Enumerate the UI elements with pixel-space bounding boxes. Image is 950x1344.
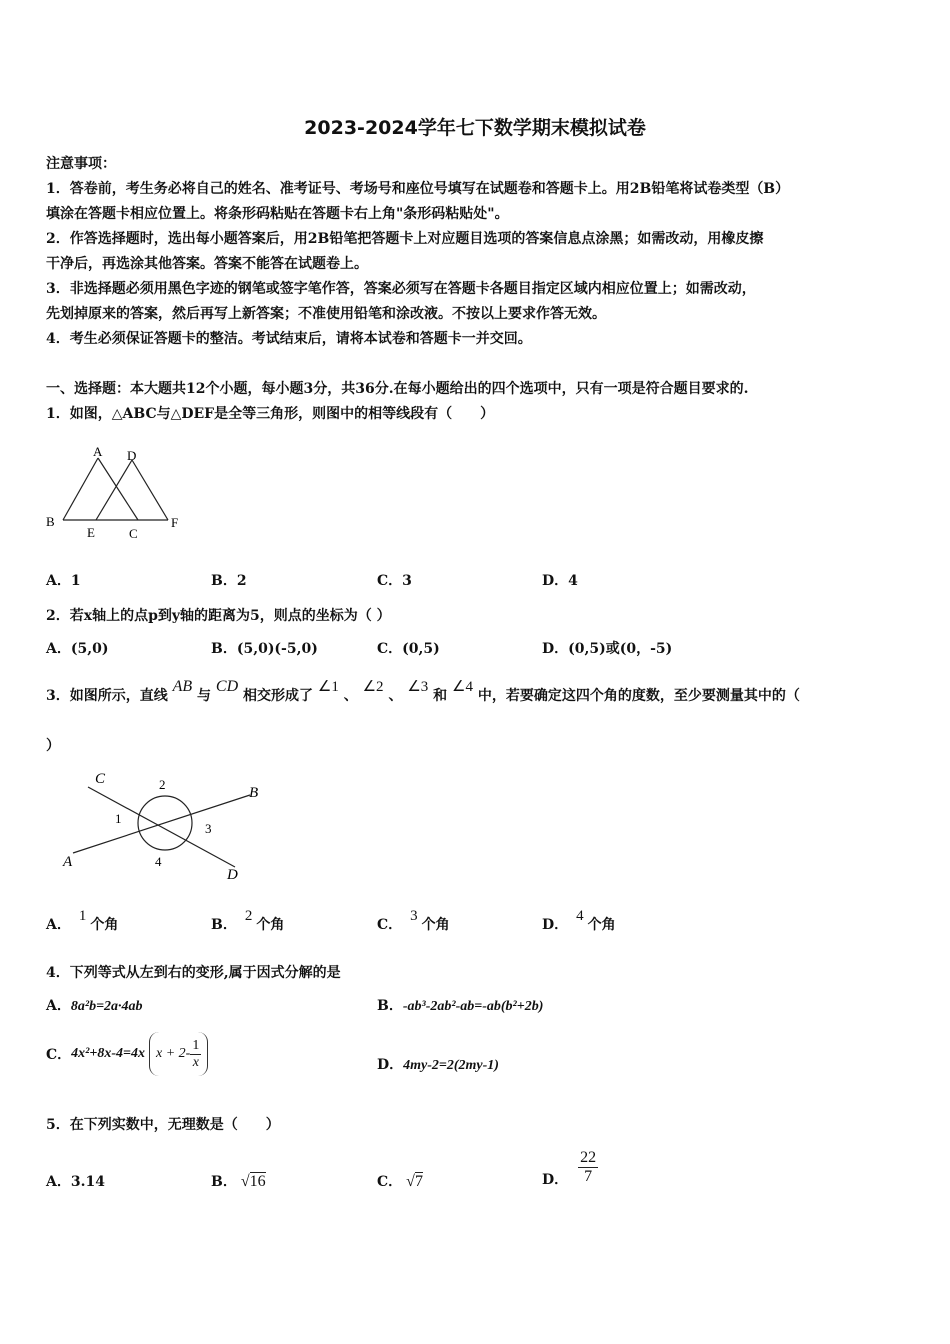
q3-angle-4: ∠4 <box>452 679 473 695</box>
q3-line-cd-drawn <box>88 787 235 867</box>
note-3a: 3．非选择题必须用黑色字迹的钢笔或签字笔作答，答案必须写在答题卡各题目指定区域内相应位置上；如需改动， <box>46 281 756 297</box>
q5-stem: 5．在下列实数中，无理数是（ ） <box>46 1117 280 1133</box>
q5-option-c: C． √7 <box>377 1173 423 1190</box>
q4-option-d: D．4my-2=2(2my-1) <box>377 1057 499 1073</box>
q4-option-b: B．-ab³-2ab²-ab=-ab(b²+2b) <box>377 998 544 1014</box>
q4-option-c-fraction: $\frac{1}{x}$ <box>192 1037 200 1070</box>
q3-label-C: C <box>95 771 106 787</box>
q3-stem <box>46 678 800 705</box>
q3-line-ab: AB <box>172 678 193 695</box>
q1-label-E: E <box>87 525 95 540</box>
sqrt-icon: √ <box>240 1173 250 1190</box>
note-2b: 干净后，再选涂其他答案。答案不能答在试题卷上。 <box>46 256 368 272</box>
q3-angle-1: ∠1 <box>317 679 339 695</box>
q1-label-D: D <box>127 448 137 463</box>
q3-label-A: A <box>63 854 73 870</box>
sqrt-icon: √ <box>406 1173 415 1190</box>
q1-option-a: A．1 <box>46 573 81 589</box>
q4-option-c-paren: x + 2- $\frac{1}{x}$ <box>149 1032 208 1076</box>
q3-sep-1: 、 <box>343 688 358 704</box>
q1-stem: 1．如图，△ABC与△DEF是全等三角形，则图中的相等线段有（ ） <box>46 406 495 422</box>
q3-text-3: 相交形成了 <box>243 688 314 704</box>
q5-option-d: D． $\frac{22}{7}$ <box>542 1148 597 1188</box>
q3-text-1: 3．如图所示，直线 <box>46 688 168 704</box>
q3-option-b: B．2个角 <box>211 908 285 933</box>
q5-option-b: B． √16 <box>211 1173 266 1190</box>
q1-option-b: B．2 <box>211 573 247 589</box>
q5-option-d-fraction: $\frac{22}{7}$ <box>580 1148 597 1185</box>
q3-option-d: D．4个角 <box>542 908 616 933</box>
q1-figure <box>40 440 190 545</box>
section-heading: 一、选择题：本大题共12个小题，每小题3分，共36分.在每小题给出的四个选项中，只有一项是符合题目要求的. <box>46 381 749 397</box>
q3-option-c: C．3个角 <box>377 908 450 933</box>
q5-option-a: A．3.14 <box>46 1174 105 1190</box>
q2-option-d: D．(0,5)或(0，-5) <box>542 641 673 657</box>
q3-line-ab-drawn <box>73 795 250 853</box>
q1-label-C: C <box>129 526 138 541</box>
q1-label-A: A <box>93 444 103 459</box>
q3-label-4: 4 <box>155 854 162 869</box>
q4-stem: 4．下列等式从左到右的变形,属于因式分解的是 <box>46 965 341 981</box>
q1-side-BA <box>63 458 98 520</box>
q2-option-c: C．(0,5) <box>377 641 440 657</box>
q1-option-d: D．4 <box>542 573 578 589</box>
q4-option-c: C． 4x²+8x-4=4x x + 2- $\frac{1}{x}$ <box>46 1032 208 1076</box>
q3-sep-2: 、 <box>388 688 403 704</box>
q3-label-B: B <box>249 785 259 801</box>
q1-label-B: B <box>46 514 55 529</box>
notes-heading: 注意事项： <box>46 156 116 172</box>
q2-option-b: B．(5,0)(-5,0) <box>211 641 318 657</box>
q1-option-c: C．3 <box>377 573 412 589</box>
q3-label-1: 1 <box>115 811 122 826</box>
note-1b: 填涂在答题卡相应位置上。将条形码粘贴在答题卡右上角"条形码粘贴处"。 <box>46 206 509 222</box>
q3-figure <box>55 765 280 890</box>
q2-stem: 2．若x轴上的点p到y轴的距离为5，则点的坐标为（ ） <box>46 608 391 624</box>
note-3b: 先划掉原来的答案，然后再写上新答案；不准使用铅笔和涂改液。不按以上要求作答无效。 <box>46 306 606 322</box>
q3-text-4: 和 <box>433 688 448 704</box>
note-2a: 2．作答选择题时，选出每小题答案后，用2B铅笔把答题卡上对应题目选项的答案信息点涂黑；如需改动，用橡皮擦 <box>46 231 764 247</box>
q3-line-cd: CD <box>215 678 239 695</box>
q4-option-a: A．8a²b=2a·4ab <box>46 998 143 1014</box>
q3-option-a: A．1个角 <box>46 908 119 933</box>
note-4: 4．考生必须保证答题卡的整洁。考试结束后，请将本试卷和答题卡一并交回。 <box>46 331 532 347</box>
q3-text-2: 与 <box>197 688 212 704</box>
q3-label-2: 2 <box>159 777 166 792</box>
q1-side-AC <box>98 458 138 520</box>
q1-label-F: F <box>171 515 179 530</box>
q3-close-paren: ） <box>46 738 60 754</box>
q3-label-3: 3 <box>205 821 212 836</box>
q1-side-ED <box>96 460 132 520</box>
q3-text-5: 中，若要确定这四个角的度数，至少要测量其中的（ <box>477 688 800 704</box>
q1-side-DF <box>132 460 168 520</box>
q3-label-D: D <box>227 867 238 883</box>
page-title: 2023-2024学年七下数学期末模拟试卷 <box>304 117 646 139</box>
q3-angle-3: ∠3 <box>407 679 429 695</box>
note-1a: 1．答卷前，考生务必将自己的姓名、准考证号、考场号和座位号填写在试题卷和答题卡上。用2B铅笔将试卷类型（B） <box>46 181 790 197</box>
q2-option-a: A．(5,0) <box>46 641 109 657</box>
q3-angle-2: ∠2 <box>362 679 384 695</box>
